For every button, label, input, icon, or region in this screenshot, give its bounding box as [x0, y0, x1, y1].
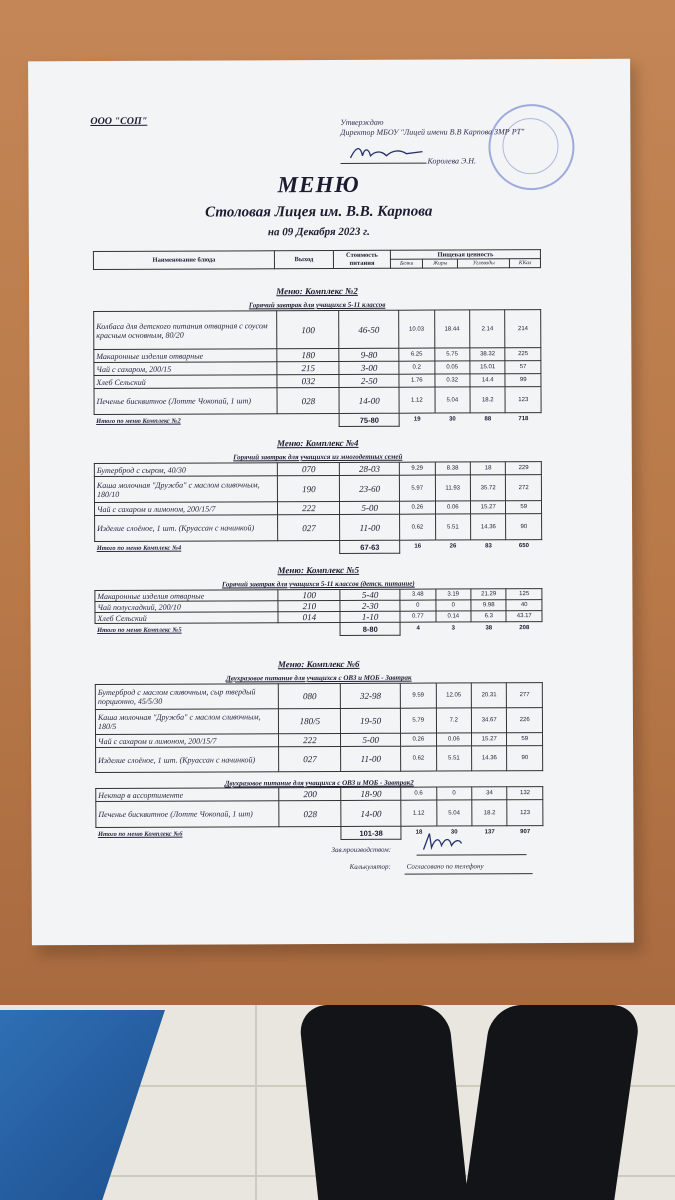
- dish-name: Каша молочная "Дружба" с маслом сливочным, 180/10: [94, 476, 278, 503]
- total-label: Итого по меню Комплекс №2: [96, 417, 181, 425]
- dish-cost: 2-50: [339, 374, 399, 387]
- section-table: [94, 588, 542, 637]
- dish-proteins: 10.03: [399, 310, 435, 348]
- dish-proteins: 1.12: [399, 387, 435, 413]
- total-row: [95, 540, 542, 555]
- dish-fats: 0.14: [436, 611, 472, 622]
- dish-yield: 200: [279, 787, 341, 800]
- dish-yield: 190: [278, 475, 340, 501]
- dish-proteins: 3.48: [400, 589, 436, 600]
- dish-kcal: 272: [506, 475, 542, 501]
- total-label: Итого по меню Комплекс №6: [97, 830, 183, 838]
- dish-kcal: 43.17: [506, 611, 542, 622]
- menu-row: [95, 514, 542, 542]
- dish-kcal: 123: [507, 800, 543, 826]
- document-title: МЕНЮ: [277, 171, 360, 198]
- dish-name: Бутерброд с маслом сливочным, сыр твердый порционно, 45/5/30: [95, 684, 279, 710]
- dish-kcal: 40: [506, 600, 542, 611]
- dish-proteins: 0.6: [401, 787, 437, 800]
- dish-header: Наименование блюда: [93, 251, 274, 270]
- cost-header: Стоимость питания: [333, 250, 390, 268]
- dish-cost: 14-00: [341, 800, 401, 826]
- carbs-header: Углеводы: [458, 259, 510, 268]
- dish-yield: 027: [278, 514, 340, 540]
- dish-yield: 210: [278, 600, 340, 611]
- dish-proteins: 0: [400, 600, 436, 611]
- dish-fats: 5.04: [436, 800, 472, 826]
- calculator-label: Калькулятор:: [349, 862, 391, 871]
- total-f: 3: [451, 625, 456, 632]
- total-k: 718: [518, 416, 529, 423]
- total-c: 137: [484, 829, 495, 836]
- production-label: Зав.производством:: [331, 845, 392, 855]
- nutrition-header: Пищевая ценность: [390, 250, 540, 260]
- dish-carbs: 18.2: [470, 387, 506, 413]
- total-cost: 67-63: [340, 540, 400, 553]
- dish-proteins: 1.12: [401, 800, 437, 826]
- approval-block: [340, 117, 550, 138]
- section-table-2: [95, 786, 543, 841]
- dish-cost: 14-00: [339, 387, 399, 413]
- dish-name: Бутерброд с сыром, 40/30: [94, 463, 278, 477]
- section-title: Меню: Комплекс №5: [277, 564, 360, 576]
- dish-fats: 3.19: [435, 589, 471, 600]
- total-k: 907: [520, 829, 531, 836]
- dish-name: Изделие слоёное, 1 шт. (Круассан с начинкой): [96, 747, 280, 773]
- dish-cost: 11-00: [341, 746, 401, 771]
- dish-carbs: 38.32: [470, 348, 506, 361]
- dish-yield: 032: [277, 374, 339, 387]
- total-cost: 75-80: [339, 413, 399, 426]
- dish-fats: 12.05: [436, 683, 472, 708]
- menu-row: [96, 800, 543, 828]
- dish-carbs: 20.31: [471, 683, 507, 708]
- menu-row: [96, 746, 543, 773]
- person-legs: [268, 1005, 660, 1200]
- section-subtitle-2: Двухразовое питание для учащихся с ОВЗ и МОБ - Завтрак2: [224, 778, 414, 788]
- section-subtitle: Двухразовое питание для учащихся с ОВЗ и МОБ - Завтрак: [225, 673, 412, 683]
- dish-fats: 0.06: [435, 501, 471, 514]
- dish-yield: 028: [277, 387, 339, 413]
- total-row: [96, 826, 543, 841]
- dish-name: Изделие слоёное, 1 шт. (Круассан с начинкой): [95, 515, 279, 542]
- dish-name: Нектар в ассортименте: [96, 788, 280, 802]
- total-k: 650: [518, 543, 529, 550]
- dish-name: Макаронные изделия отварные: [95, 590, 278, 602]
- dish-cost: 5-00: [340, 501, 400, 514]
- total-label: Итого по меню Комплекс №4: [96, 544, 182, 552]
- total-row: [94, 413, 541, 428]
- dish-cost: 3-00: [339, 361, 399, 374]
- dish-yield: 222: [278, 501, 340, 514]
- section-subtitle: Горячий завтрак для учащихся 5-11 классов (детск. питание): [221, 579, 415, 589]
- dish-fats: 8.38: [435, 462, 471, 475]
- dish-proteins: 1.76: [399, 374, 435, 387]
- total-c: 83: [485, 543, 492, 550]
- dish-kcal: 90: [507, 746, 543, 771]
- dish-proteins: 6.25: [399, 348, 435, 361]
- section-subtitle: Горячий завтрак для учащихся 5-11 классов: [248, 300, 386, 310]
- dish-proteins: 5.79: [400, 708, 436, 733]
- calculator-value: Согласовано по телефону: [406, 862, 484, 871]
- total-k: 208: [519, 625, 530, 632]
- dish-name: Макаронные изделия отварные: [94, 349, 278, 363]
- dish-cost: 9-80: [339, 348, 399, 361]
- dish-carbs: 14.36: [471, 514, 507, 540]
- dish-name: Хлеб Сельский: [94, 375, 278, 389]
- dish-name: Колбаса для детского питания отварная с соусом красным основным, 80/20: [94, 311, 278, 350]
- menu-row: [95, 708, 542, 735]
- section-table: [95, 682, 543, 773]
- dish-fats: 7.2: [436, 708, 472, 733]
- dish-cost: 19-50: [341, 708, 401, 733]
- dish-fats: 5.04: [435, 387, 471, 413]
- dish-proteins: 0.62: [401, 746, 437, 771]
- dish-fats: 5.51: [435, 514, 471, 540]
- dish-proteins: 0.62: [400, 514, 436, 540]
- director-name: Королева Э.Н.: [427, 156, 477, 166]
- dish-fats: 0: [435, 600, 471, 611]
- dish-name: Чай с сахаром и лимоном, 200/15/7: [95, 502, 279, 516]
- section-table: [93, 309, 542, 428]
- dish-proteins: 9.59: [400, 683, 436, 708]
- dish-proteins: 9.29: [399, 462, 435, 475]
- dish-carbs: 15.27: [471, 501, 507, 514]
- dish-name: Чай полусладкий, 200/10: [95, 601, 278, 613]
- total-cost: 8-80: [340, 622, 400, 635]
- canteen-name: Столовая Лицея им. В.В. Карпова: [205, 203, 433, 221]
- dish-carbs: 18.2: [472, 800, 508, 826]
- dish-cost: 18-90: [341, 787, 401, 800]
- dish-yield: 028: [279, 800, 341, 826]
- dish-fats: 0.05: [434, 361, 470, 374]
- dish-yield: 222: [279, 733, 341, 746]
- total-p: 4: [416, 625, 420, 632]
- total-row: [95, 622, 542, 637]
- kcal-header: ККал: [510, 259, 541, 268]
- organization-name: ООО "СОП": [90, 115, 148, 128]
- total-p: 16: [414, 543, 422, 550]
- dish-fats: 5.75: [434, 348, 470, 361]
- dish-carbs: 15.27: [472, 733, 508, 746]
- dish-kcal: 59: [507, 733, 543, 746]
- fats-header: Жиры: [423, 259, 458, 268]
- dish-carbs: 14.36: [472, 746, 508, 771]
- column-header: [93, 249, 541, 270]
- menu-row: [94, 387, 541, 415]
- total-c: 88: [484, 416, 492, 423]
- proteins-header: Белки: [390, 259, 422, 268]
- approval-position: Директор МБОУ "Лицей имени В.В Карпова ЗМР РТ": [340, 127, 525, 137]
- dish-carbs: 18: [470, 462, 506, 475]
- dish-fats: 11.93: [435, 475, 471, 501]
- dish-cost: 2-30: [340, 600, 400, 611]
- dish-carbs: 21.29: [471, 589, 507, 600]
- dish-kcal: 132: [507, 787, 543, 800]
- dish-kcal: 123: [505, 387, 541, 413]
- total-cost: 101-38: [341, 826, 401, 839]
- dish-kcal: 229: [506, 462, 542, 475]
- dish-yield: 027: [279, 746, 341, 771]
- dish-kcal: 226: [507, 708, 543, 733]
- approval-label: Утверждаю: [340, 117, 384, 127]
- dish-yield: 180/5: [279, 708, 341, 733]
- dish-yield: 070: [278, 462, 340, 475]
- dish-carbs: 9.98: [471, 600, 507, 611]
- dish-name: Печенье бисквитное (Лотте Чокопай, 1 шт): [94, 388, 278, 415]
- dish-kcal: 225: [505, 348, 541, 361]
- menu-row: [94, 310, 541, 350]
- dish-yield: 100: [278, 589, 340, 600]
- section-subtitle: Горячий завтрак для учащихся из многодетных семей: [233, 452, 403, 462]
- menu-row: [95, 683, 542, 710]
- total-p: 18: [415, 829, 423, 836]
- dish-proteins: 0.77: [400, 611, 436, 622]
- total-f: 30: [449, 416, 456, 423]
- dish-kcal: 277: [507, 683, 543, 708]
- dish-yield: 215: [277, 361, 339, 374]
- dish-fats: 0.32: [434, 374, 470, 387]
- dish-yield: 100: [277, 310, 339, 348]
- dish-fats: 0: [436, 787, 472, 800]
- production-signature: [419, 829, 463, 853]
- yield-header: Выход: [274, 250, 333, 268]
- dish-name: Чай с сахаром, 200/15: [94, 362, 278, 376]
- dish-kcal: 59: [506, 501, 542, 514]
- dish-name: Печенье бисквитное (Лотте Чокопай, 1 шт): [96, 801, 280, 828]
- dish-fats: 5.51: [436, 746, 472, 771]
- dish-cost: 11-00: [340, 514, 400, 540]
- dish-carbs: 6.3: [471, 611, 507, 622]
- dish-yield: 180: [277, 348, 339, 361]
- dish-carbs: 2.14: [470, 310, 506, 348]
- section-table: [94, 461, 542, 555]
- dish-proteins: 0.26: [401, 733, 437, 746]
- dish-cost: 5-00: [341, 733, 401, 746]
- dish-cost: 5-40: [340, 589, 400, 600]
- dish-cost: 1-10: [340, 611, 400, 622]
- dish-carbs: 15.01: [470, 361, 506, 374]
- dish-proteins: 0.2: [399, 361, 435, 374]
- section-title: Меню: Комплекс №2: [276, 285, 358, 297]
- section-title: Меню: Комплекс №4: [276, 437, 359, 449]
- dish-carbs: 35.72: [470, 475, 506, 501]
- dish-proteins: 0.26: [400, 501, 436, 514]
- dish-kcal: 99: [505, 374, 541, 387]
- dish-carbs: 34.67: [471, 708, 507, 733]
- dish-yield: 014: [278, 611, 340, 622]
- dish-cost: 23-60: [340, 475, 400, 501]
- dish-carbs: 34: [472, 787, 508, 800]
- dish-cost: 32-98: [341, 683, 401, 708]
- menu-row: [94, 475, 541, 503]
- dish-kcal: 57: [505, 361, 541, 374]
- menu-date: на 09 Декабря 2023 г.: [267, 225, 370, 239]
- dish-kcal: 214: [505, 310, 541, 348]
- dish-cost: 46-50: [339, 310, 399, 348]
- dish-name: Хлеб Сельский: [95, 612, 278, 624]
- total-f: 26: [449, 543, 457, 550]
- dish-carbs: 14.4: [470, 374, 506, 387]
- menu-sheet: [28, 59, 634, 946]
- dish-yield: 080: [279, 683, 341, 708]
- dish-proteins: 5.97: [399, 475, 435, 501]
- section-title: Меню: Комплекс №6: [277, 658, 360, 670]
- dish-kcal: 90: [506, 514, 542, 540]
- total-f: 30: [450, 829, 458, 836]
- total-label: Итого по меню Комплекс №5: [97, 626, 182, 634]
- dish-fats: 0.06: [436, 733, 472, 746]
- total-c: 38: [485, 625, 493, 632]
- dish-cost: 28-03: [340, 462, 400, 475]
- dish-name: Каша молочная "Дружба" с маслом сливочным, 180/5: [95, 709, 279, 735]
- dish-kcal: 125: [506, 589, 542, 600]
- dish-fats: 18.44: [434, 310, 470, 348]
- dish-name: Чай с сахаром и лимоном, 200/15/7: [96, 734, 280, 748]
- total-p: 19: [413, 416, 421, 423]
